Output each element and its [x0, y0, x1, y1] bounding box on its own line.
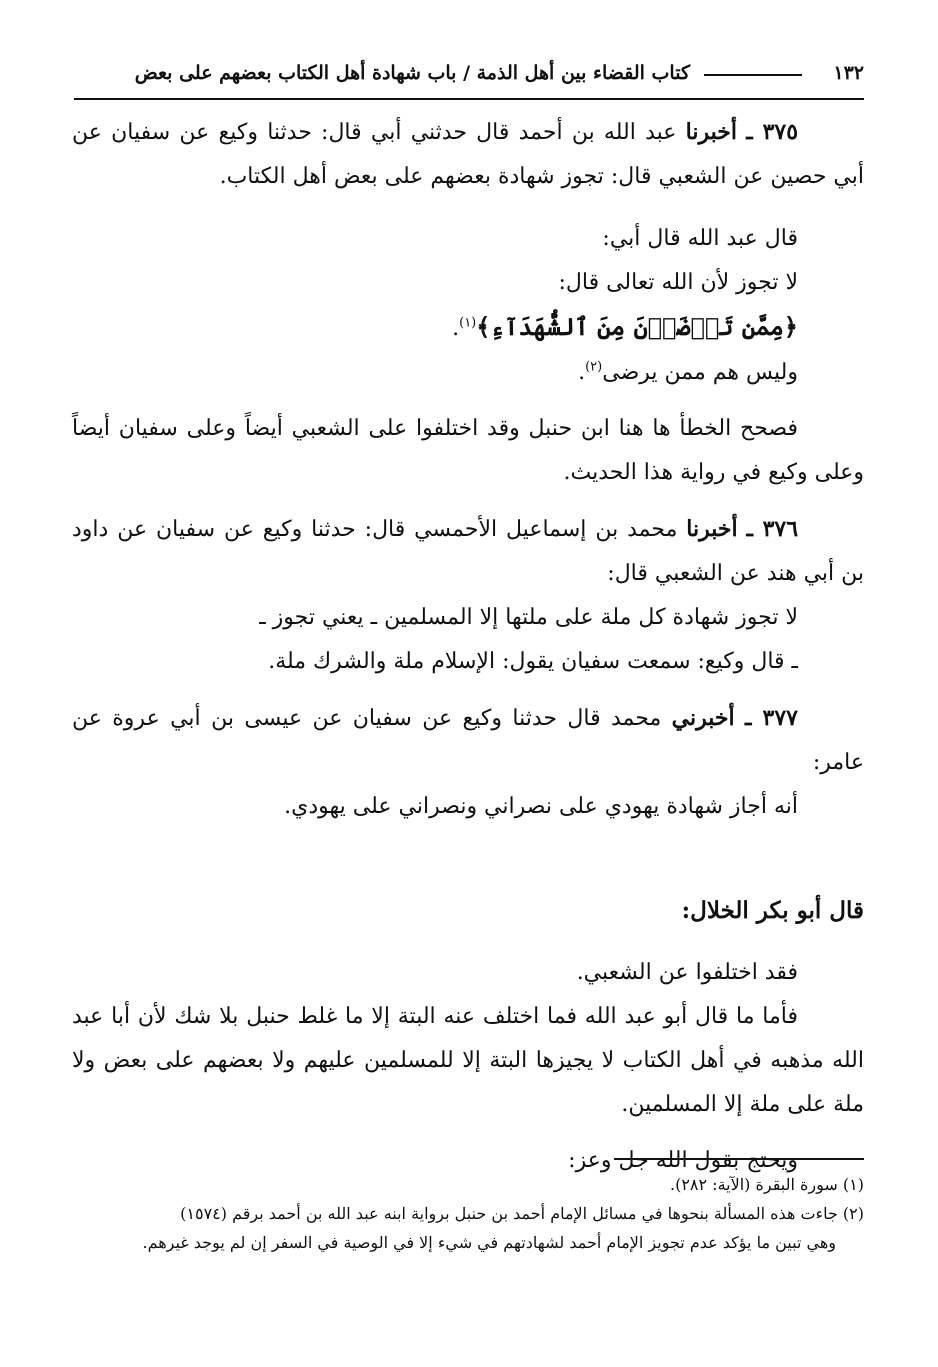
- quote-line: لا تجوز لأن الله تعالى قال:: [558, 270, 798, 295]
- khallal-para: فأما ما قال أبو عبد الله فما اختلف عنه البتة إلا ما غلط حنبل بلا شك لأن أبا عبد الله مذهبه في أهل الكتاب لا يجيزها البتة إلا للمسلمين عليهم ولا بعضهم على بعض ولا ملة على ملة إلا المسلمين.: [72, 1004, 865, 1117]
- entry-keyword: أخبرنا: [686, 516, 738, 542]
- footnote-ref: (٢): [585, 359, 603, 375]
- entry-text: محمد قال حدثنا وكيع عن سفيان عن عيسى بن أبي عروة عن عامر:: [72, 706, 864, 775]
- header-dash-rule: [704, 74, 802, 76]
- entry-376: [72, 507, 864, 596]
- entry-number: ٣٧٧ ـ: [745, 705, 798, 731]
- entry-text: محمد بن إسماعيل الأحمسي قال: حدثنا وكيع عن سفيان عن داود بن أبي هند عن الشعبي قال:: [72, 517, 864, 586]
- entry-number: ٣٧٥ ـ: [746, 119, 799, 145]
- not-accepted-line: [72, 351, 864, 395]
- verse-period: .: [452, 316, 460, 341]
- entry-text: عبد الله بن أحمد قال حدثني أبي قال: حدثنا وكيع عن سفيان عن أبي حصين عن الشعبي قال: تجوز شهادة بعضهم على بعض أهل الكتاب.: [72, 120, 864, 189]
- entry-keyword: أخبرني: [671, 705, 735, 731]
- footnote-2-cont: وهي تبين ما يؤكد عدم تجويز الإمام أحمد لشهادتهم في شيء إلا في الوصية في السفر إن لم يوجد غيرهم.: [142, 1233, 836, 1252]
- comment-375: فصحح الخطأ ها هنا ابن حنبل وقد اختلفوا على الشعبي أيضاً وعلى سفيان أيضاً وعلى وكيع في رواية هذا الحديث.: [72, 416, 864, 485]
- header-title: كتاب القضاء بين أهل الذمة / باب شهادة أهل الكتاب بعضهم على بعض: [134, 62, 690, 84]
- footnote-2: (٢) جاءت هذه المسألة بنحوها في مسائل الإمام أحمد بن حنبل برواية ابنه عبد الله بن أحمد برقم (١٥٧٤): [180, 1204, 864, 1223]
- running-header: [74, 58, 864, 100]
- khallal-line1: فقد اختلفوا عن الشعبي.: [576, 960, 798, 985]
- footnote-1: (١) سورة البقرة (الآية: ٢٨٢).: [669, 1175, 864, 1194]
- entry-keyword: أخبرنا: [685, 119, 737, 145]
- quote-intro: قال عبد الله قال أبي:: [602, 226, 798, 251]
- not-accepted-text: وليس هم ممن يرضى: [602, 360, 798, 385]
- entry-375: [72, 110, 864, 199]
- khallal-heading: قال أبو بكر الخلال:: [681, 897, 864, 924]
- footnote-ref: (١): [459, 315, 477, 331]
- entry-number: ٣٧٦ ـ: [746, 516, 799, 542]
- footnotes: [72, 1170, 864, 1257]
- entry-376-line1: لا تجوز شهادة كل ملة على ملتها إلا المسلمين ـ يعني تجوز ـ: [259, 605, 798, 630]
- entry-377: [72, 696, 864, 785]
- khallal-last: ويحتج بقول الله جل وعز:: [568, 1148, 798, 1173]
- footnote-separator: [614, 1158, 864, 1160]
- line-period: .: [578, 360, 586, 385]
- entry-376-line2: ـ قال وكيع: سمعت سفيان يقول: الإسلام ملة والشرك ملة.: [268, 649, 798, 674]
- page-number: ١٣٢: [833, 62, 864, 84]
- main-text: [72, 110, 864, 1183]
- quran-verse: ﴿مِمَّن تَرۡضَوۡنَ مِنَ ٱلشُّهَدَآءِ﴾: [476, 312, 798, 341]
- verse-line: [72, 305, 864, 351]
- entry-377-line1: أنه أجاز شهادة يهودي على نصراني ونصراني على يهودي.: [284, 794, 798, 819]
